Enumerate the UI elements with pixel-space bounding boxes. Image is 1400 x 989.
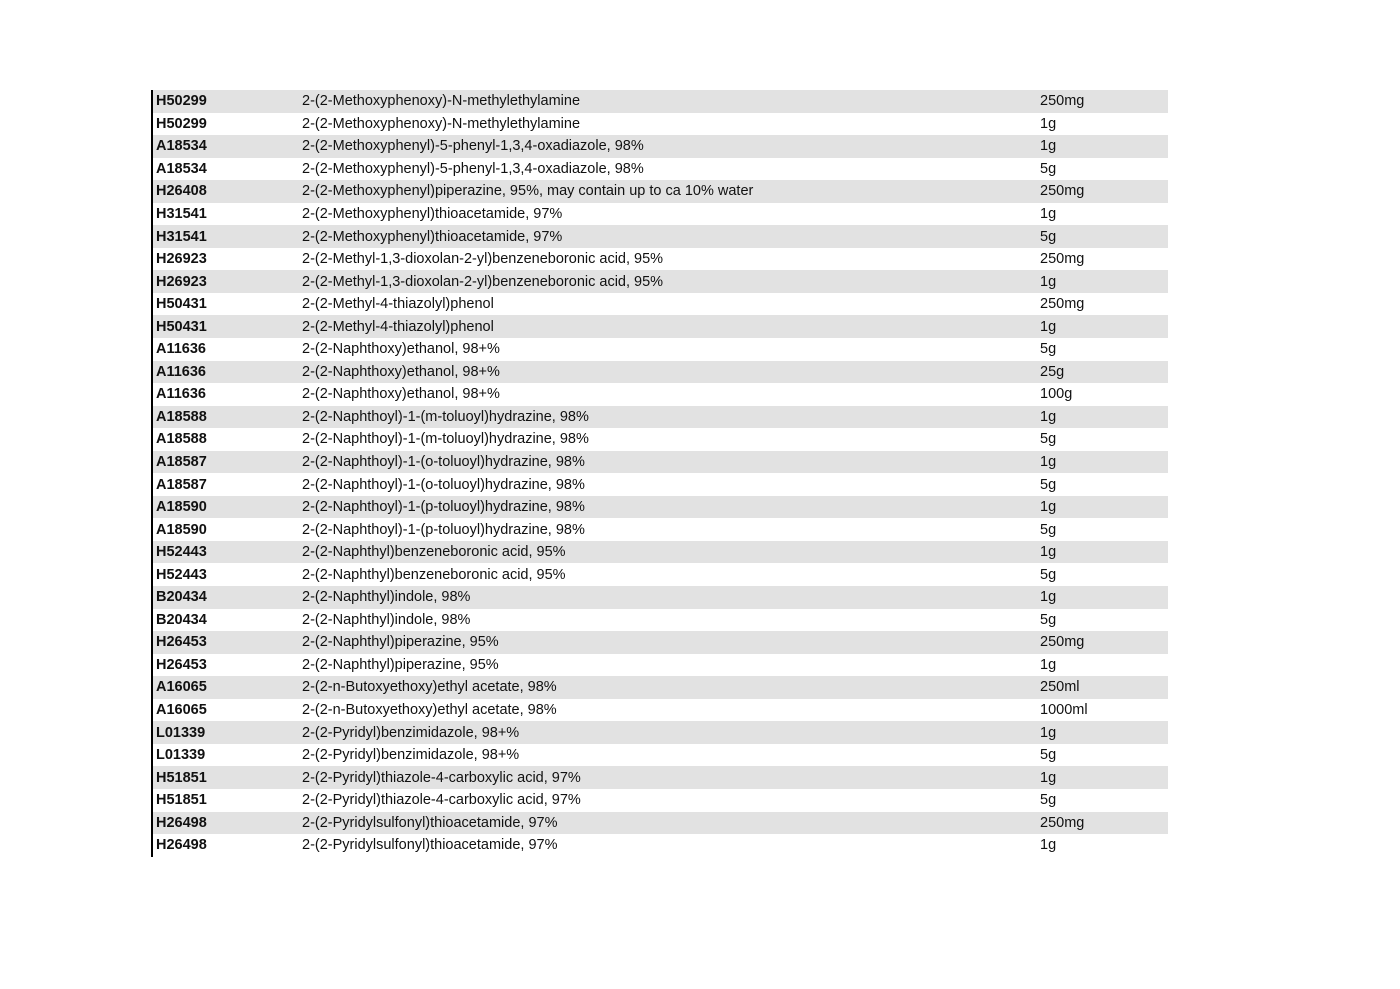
table-row [153,654,1168,677]
package-size-cell: 1g [1040,656,1057,673]
table-row [153,361,1168,384]
product-code-cell: H50299 [156,115,207,132]
table-row [153,383,1168,406]
package-size-cell: 5g [1040,160,1057,177]
product-name-cell: 2-(2-Pyridyl)benzimidazole, 98+% [302,747,520,764]
package-size-cell: 1g [1040,273,1057,290]
table-row [153,541,1168,564]
product-name-cell: 2-(2-Methyl-4-thiazolyl)phenol [302,296,494,313]
product-table [151,90,1168,857]
product-code-cell: A18590 [156,521,207,538]
product-name-cell: 2-(2-Methoxyphenyl)-5-phenyl-1,3,4-oxadiazole, 98% [302,160,644,177]
package-size-cell: 5g [1040,747,1057,764]
table-row [153,766,1168,789]
table-row [153,744,1168,767]
package-size-cell: 1g [1040,454,1057,471]
product-code-cell: H26923 [156,273,207,290]
product-name-cell: 2-(2-Methoxyphenyl)thioacetamide, 97% [302,206,563,222]
product-name-cell: 2-(2-Methoxyphenyl)thioacetamide, 97% [302,228,563,245]
package-size-cell: 1g [1040,724,1057,741]
product-name-cell: 2-(2-Naphthoyl)-1-(p-toluoyl)hydrazine, 98% [302,521,585,538]
product-code-cell: H52443 [156,566,207,583]
table-row [153,631,1168,654]
table-row [153,789,1168,812]
product-name-cell: 2-(2-Naphthoxy)ethanol, 98+% [302,363,500,380]
product-name-cell: 2-(2-Naphthyl)benzeneboronic acid, 95% [302,566,566,583]
package-size-cell: 250mg [1040,93,1085,110]
product-code-cell: L01339 [156,747,206,764]
table-row [153,699,1168,722]
package-size-cell: 1g [1040,408,1057,425]
table-row [153,721,1168,744]
package-size-cell: 250mg [1040,251,1085,268]
product-code-cell: L01339 [156,724,206,741]
table-row [153,676,1168,699]
product-code-cell: A16065 [156,702,207,719]
product-code-cell: A18588 [156,431,207,448]
product-code-cell: A18534 [156,138,207,155]
table-row [153,203,1168,226]
product-name-cell: 2-(2-Naphthyl)indole, 98% [302,589,471,606]
product-name-cell: 2-(2-Naphthoyl)-1-(o-toluoyl)hydrazine, 98% [302,476,585,493]
product-code-cell: H50431 [156,296,207,313]
product-code-cell: H50299 [156,93,207,110]
table-row [153,406,1168,429]
product-name-cell: 2-(2-Naphthyl)benzeneboronic acid, 95% [302,544,566,561]
package-size-cell: 250mg [1040,183,1085,200]
product-code-cell: H52443 [156,544,207,561]
table-row [153,609,1168,632]
table-row [153,812,1168,835]
product-name-cell: 2-(2-Pyridyl)thiazole-4-carboxylic acid, 97% [302,792,581,809]
table-row [153,225,1168,248]
product-code-cell: H26498 [156,814,207,831]
product-code-cell: H26453 [156,634,207,651]
product-code-cell: A18587 [156,476,207,493]
table-row [153,180,1168,203]
product-code-cell: A18590 [156,499,207,516]
product-name-cell: 2-(2-Pyridyl)thiazole-4-carboxylic acid, 97% [302,769,581,786]
package-size-cell: 25g [1040,363,1065,380]
product-name-cell: 2-(2-Naphthoxy)ethanol, 98+% [302,341,500,358]
package-size-cell: 250mg [1040,814,1085,831]
package-size-cell: 250mg [1040,296,1085,313]
product-name-cell: 2-(2-Naphthoyl)-1-(p-toluoyl)hydrazine, 98% [302,499,585,516]
package-size-cell: 5g [1040,431,1057,448]
product-name-cell: 2-(2-Methoxyphenyl)piperazine, 95%, may contain up to ca 10% water [302,183,754,200]
package-size-cell: 1g [1040,544,1057,561]
package-size-cell: 5g [1040,566,1057,583]
package-size-cell: 5g [1040,341,1057,358]
product-name-cell: 2-(2-Naphthyl)piperazine, 95% [302,634,499,651]
package-size-cell: 1g [1040,115,1057,132]
product-code-cell: H50431 [156,318,207,335]
product-name-cell: 2-(2-Methoxyphenoxy)-N-methylethylamine [302,115,581,132]
product-code-cell: B20434 [156,589,207,606]
table-row [153,473,1168,496]
product-code-cell: H51851 [156,769,207,786]
product-name-cell: 2-(2-Pyridylsulfonyl)thioacetamide, 97% [302,814,558,831]
table-row [153,451,1168,474]
table-row [153,496,1168,519]
product-name-cell: 2-(2-Naphthoyl)-1-(o-toluoyl)hydrazine, 98% [302,454,585,471]
table-row [153,315,1168,338]
package-size-cell: 1g [1040,499,1057,516]
product-code-cell: H26923 [156,251,207,268]
package-size-cell: 1g [1040,318,1057,335]
package-size-cell: 5g [1040,476,1057,493]
table-row [153,338,1168,361]
package-size-cell: 5g [1040,228,1057,245]
product-name-cell: 2-(2-Pyridyl)benzimidazole, 98+% [302,724,520,741]
product-code-cell: B20434 [156,611,207,628]
product-name-cell: 2-(2-Naphthoyl)-1-(m-toluoyl)hydrazine, 98% [302,408,589,425]
table-row [153,158,1168,181]
package-size-cell: 250ml [1040,679,1080,696]
package-size-cell: 250mg [1040,634,1085,651]
table-row [153,563,1168,586]
package-size-cell: 1000ml [1040,702,1088,719]
product-name-cell: 2-(2-Methyl-4-thiazolyl)phenol [302,318,494,335]
product-code-cell: H26408 [156,183,207,200]
package-size-cell: 100g [1040,386,1073,403]
table-row [153,270,1168,293]
product-code-cell: A18588 [156,408,207,425]
product-code-cell: A11636 [156,341,206,358]
product-name-cell: 2-(2-Naphthyl)indole, 98% [302,611,471,628]
product-name-cell: 2-(2-n-Butoxyethoxy)ethyl acetate, 98% [302,679,557,696]
product-name-cell: 2-(2-n-Butoxyethoxy)ethyl acetate, 98% [302,702,557,719]
package-size-cell: 1g [1040,138,1057,155]
product-code-cell: A16065 [156,679,207,696]
product-code-cell: A18587 [156,454,207,471]
product-name-cell: 2-(2-Pyridylsulfonyl)thioacetamide, 97% [302,837,558,854]
package-size-cell: 1g [1040,589,1057,606]
table-row [153,586,1168,609]
product-name-cell: 2-(2-Methoxyphenyl)-5-phenyl-1,3,4-oxadiazole, 98% [302,138,644,155]
product-code-cell: A11636 [156,363,206,380]
product-name-cell: 2-(2-Naphthoxy)ethanol, 98+% [302,386,500,403]
table-row [153,113,1168,136]
product-code-cell: A18534 [156,160,207,177]
table-row [153,90,1168,113]
package-size-cell: 5g [1040,521,1057,538]
table-row [153,135,1168,158]
table-row [153,248,1168,271]
table-row [153,834,1168,857]
product-code-cell: H31541 [156,228,207,245]
package-size-cell: 5g [1040,611,1057,628]
table-row [153,428,1168,451]
product-code-cell: H26498 [156,837,207,854]
package-size-cell: 1g [1040,769,1057,786]
product-code-cell: H51851 [156,792,207,809]
product-code-cell: H26453 [156,656,207,673]
product-code-cell: A11636 [156,386,206,403]
package-size-cell: 5g [1040,792,1057,809]
table-row [153,518,1168,541]
product-name-cell: 2-(2-Naphthyl)piperazine, 95% [302,656,499,673]
product-name-cell: 2-(2-Methyl-1,3-dioxolan-2-yl)benzeneboronic acid, 95% [302,273,664,290]
package-size-cell: 1g [1040,837,1057,854]
package-size-cell: 1g [1040,206,1057,222]
table-row [153,293,1168,316]
product-code-cell: H31541 [156,206,207,222]
product-name-cell: 2-(2-Methyl-1,3-dioxolan-2-yl)benzeneboronic acid, 95% [302,251,664,268]
product-name-cell: 2-(2-Methoxyphenoxy)-N-methylethylamine [302,93,581,110]
product-name-cell: 2-(2-Naphthoyl)-1-(m-toluoyl)hydrazine, 98% [302,431,589,448]
